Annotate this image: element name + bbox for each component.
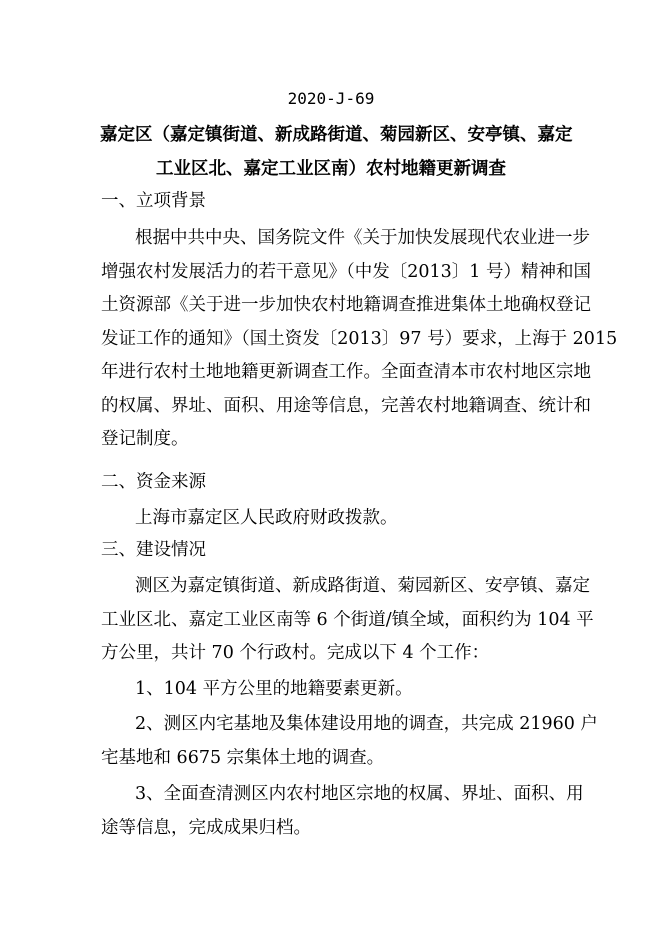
paragraph-line: 的权属、界址、面积、用途等信息，完善农村地籍调查、统计和 bbox=[101, 395, 591, 416]
title-line: 工业区北、嘉定工业区南）农村地籍更新调查 bbox=[156, 159, 506, 179]
paragraph-line: 增强农村发展活力的若干意见》（中发〔2013〕1 号）精神和国 bbox=[101, 261, 591, 282]
paragraph-funding bbox=[101, 502, 563, 536]
document-title bbox=[100, 118, 573, 186]
paragraph-background bbox=[101, 222, 618, 457]
paragraph-line: 途等信息，完成成果归档。 bbox=[101, 817, 311, 838]
title-line: 嘉定区（嘉定镇街道、新成路街道、菊园新区、安亭镇、嘉定 bbox=[100, 125, 573, 145]
section-heading-construction: 三、建设情况 bbox=[101, 540, 206, 560]
paragraph-line: 3、全面查清测区内农村地区宗地的权属、界址、面积、用 bbox=[135, 784, 584, 804]
paragraph-line: 工业区北、嘉定工业区南等 6 个街道/镇全域，面积约为 104 平 bbox=[101, 609, 594, 630]
section-heading-funding: 二、资金来源 bbox=[101, 472, 206, 492]
paragraph-line: 上海市嘉定区人民政府财政拨款。 bbox=[135, 508, 398, 528]
paragraph-line: 土资源部《关于进一步加快农村地籍调查推进集体土地确权登记 bbox=[101, 295, 591, 315]
paragraph-line: 2、测区内宅基地及集体建设用地的调查，共完成 21960 户 bbox=[135, 714, 598, 734]
section-heading-background: 一、立项背景 bbox=[101, 191, 206, 211]
paragraph-line: 年进行农村土地地籍更新调查工作。全面查清本市农村地区宗地 bbox=[101, 362, 591, 382]
paragraph-construction-intro bbox=[101, 570, 594, 671]
paragraph-line: 根据中共中央、国务院文件《关于加快发展现代农业进一步 bbox=[135, 228, 590, 248]
list-item-3 bbox=[101, 778, 584, 845]
document-code: 2020-J-69 bbox=[287, 89, 375, 108]
paragraph-line: 1、104 平方公里的地籍要素更新。 bbox=[135, 679, 413, 699]
list-item-1 bbox=[101, 673, 563, 707]
paragraph-line: 测区为嘉定镇街道、新成路街道、菊园新区、安亭镇、嘉定 bbox=[135, 576, 590, 596]
paragraph-line: 方公里，共计 70 个行政村。完成以下 4 个工作： bbox=[101, 643, 490, 663]
paragraph-line: 登记制度。 bbox=[101, 429, 189, 449]
list-item-2 bbox=[101, 708, 598, 775]
paragraph-line: 发证工作的通知》（国土资发〔2013〕97 号）要求，上海于 2015 bbox=[101, 328, 618, 349]
paragraph-line: 宅基地和 6675 宗集体土地的调查。 bbox=[101, 747, 385, 768]
